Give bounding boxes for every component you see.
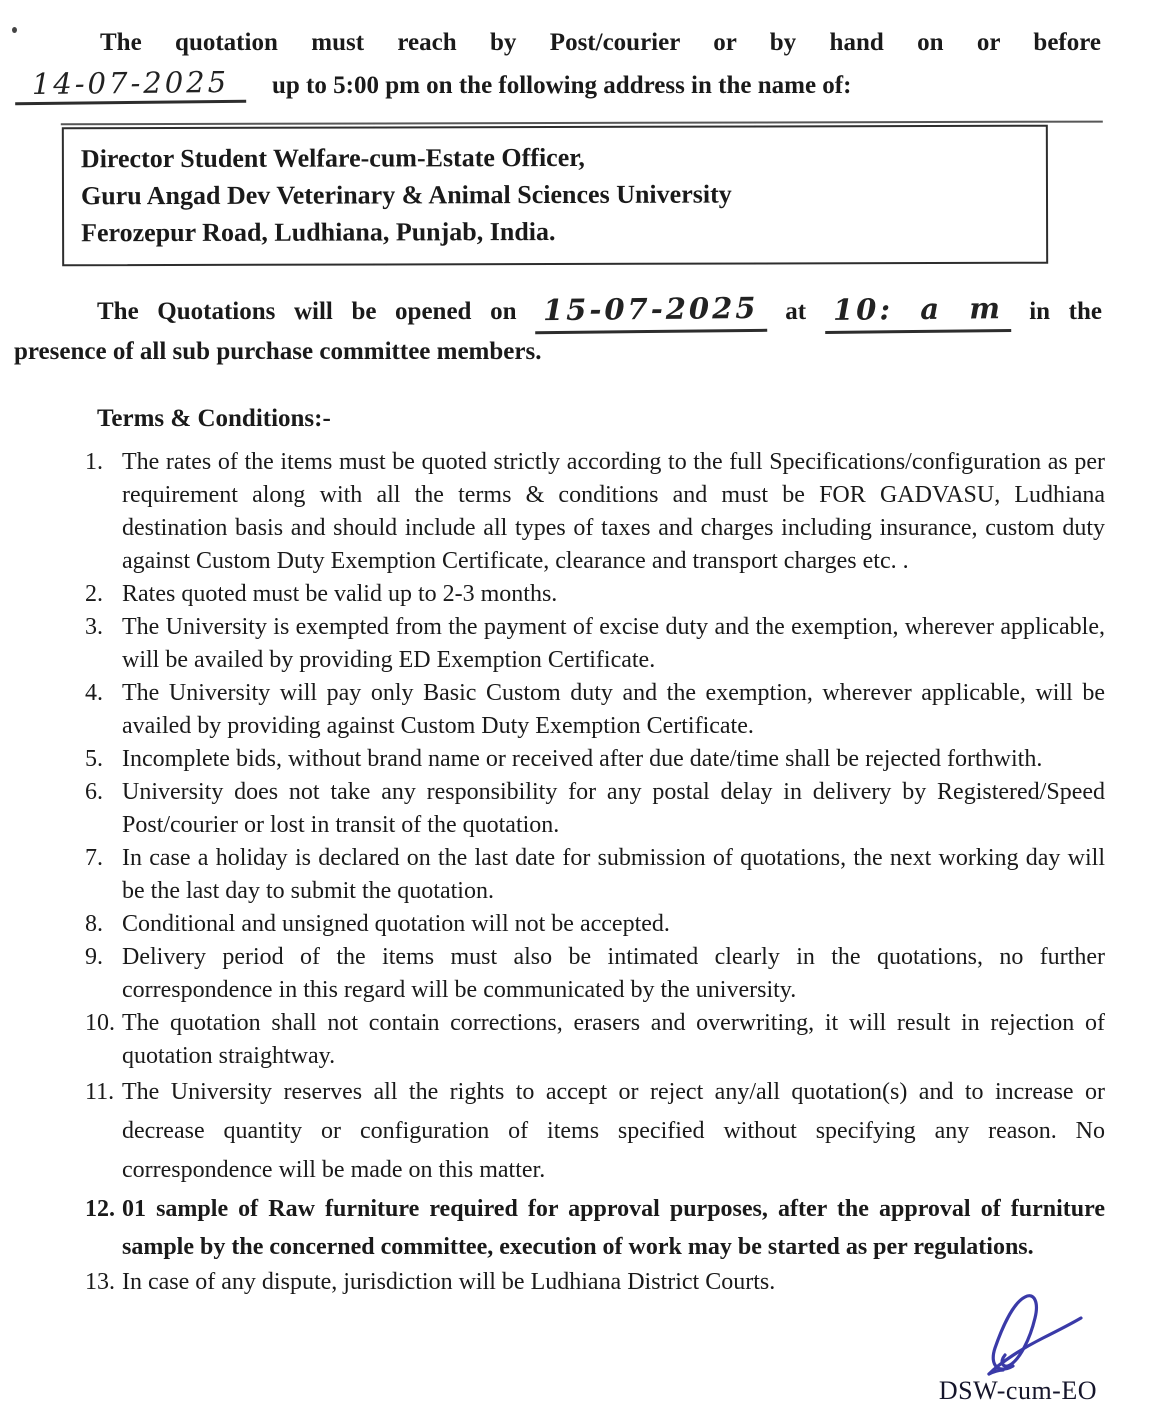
intro-line-2-text: up to 5:00 pm on the following address in the name of:	[272, 72, 852, 99]
term-number: 8.	[85, 911, 103, 937]
handwritten-submission-date: 14-07-2025	[15, 65, 246, 105]
signature-ink-icon	[967, 1290, 1097, 1382]
term-item-10	[85, 1007, 1105, 1073]
term-text: In case a holiday is declared on the last date for submission of quotations, the next working day will be the last day to submit the quotation.	[122, 845, 1105, 904]
term-text: Delivery period of the items must also be intimated clearly in the quotations, no further correspondence in this regard will be communicated by the university.	[122, 944, 1105, 1003]
term-text: The University reserves all the rights to accept or reject any/all quotation(s) and to increase or decrease quantity or configuration of items specified without specifying any reason. No correspondence will be made on this matter.	[122, 1079, 1105, 1183]
opening-prefix: The Quotations will be opened on	[97, 298, 517, 325]
term-number: 9.	[85, 944, 103, 970]
term-number: 2.	[85, 581, 103, 607]
term-number: 1.	[85, 449, 103, 475]
term-text: 01 sample of Raw furniture required for approval purposes, after the approval of furniture sample by the concerned committee, execution of work may be started as per regulations.	[122, 1196, 1105, 1260]
term-text: The quotation shall not contain corrections, erasers and overwriting, it will result in rejection of quotation straightway.	[122, 1010, 1105, 1069]
term-number: 11.	[85, 1079, 115, 1105]
term-number: 7.	[85, 845, 103, 871]
signature-label: DSW-cum-EO	[938, 1376, 1097, 1405]
term-item-6	[85, 776, 1105, 842]
opening-line-1-end: in the	[1029, 298, 1103, 325]
address-box	[62, 125, 1048, 267]
intro-paragraph	[15, 26, 1101, 104]
term-text: The University will pay only Basic Custom duty and the exemption, wherever applicable, will be availed by providing against Custom Duty Exemption Certificate.	[122, 680, 1105, 739]
term-item-5	[85, 743, 1105, 776]
term-number: 6.	[85, 779, 103, 805]
term-item-9	[85, 941, 1105, 1007]
opening-line-2: presence of all sub purchase committee members.	[14, 338, 542, 365]
term-item-11	[85, 1073, 1105, 1190]
handwritten-opening-date: 15-07-2025	[535, 288, 767, 334]
term-text: Incomplete bids, without brand name or received after due date/time shall be rejected forthwith.	[122, 746, 1043, 772]
scan-speck	[12, 27, 17, 33]
term-number: 5.	[85, 746, 103, 772]
intro-line-2	[15, 66, 1101, 104]
handwritten-opening-time: 10: a m	[824, 288, 1010, 334]
term-number: 12.	[85, 1196, 115, 1222]
term-number: 10.	[85, 1010, 115, 1036]
intro-line-1: The quotation must reach by Post/courier or by hand on or before	[100, 29, 1101, 56]
term-text: University does not take any responsibility for any postal delay in delivery by Registered/Speed Post/courier or lost in transit of the quotation.	[122, 779, 1105, 838]
term-text: Conditional and unsigned quotation will not be accepted.	[122, 911, 670, 937]
term-item-8	[85, 908, 1105, 941]
terms-heading: Terms & Conditions:-	[97, 405, 331, 432]
term-item-2	[85, 578, 1105, 611]
term-item-7	[85, 842, 1105, 908]
address-line-city: Ferozepur Road, Ludhiana, Punjab, India.	[81, 216, 556, 248]
term-text: The University is exempted from the payment of excise duty and the exemption, wherever applicable, will be availed by providing ED Exemption Certificate.	[122, 614, 1105, 673]
term-number: 4.	[85, 680, 103, 706]
term-text: Rates quoted must be valid up to 2-3 months.	[122, 581, 558, 607]
term-item-1	[85, 446, 1105, 578]
term-item-12	[85, 1190, 1105, 1266]
terms-list	[85, 446, 1105, 1299]
term-text: In case of any dispute, jurisdiction will be Ludhiana District Courts.	[122, 1269, 776, 1295]
term-number: 3.	[85, 614, 103, 640]
opening-line-1	[14, 289, 1102, 333]
address-line-university: Guru Angad Dev Veterinary & Animal Sciences University	[80, 179, 732, 211]
opening-at-label: at	[785, 298, 807, 325]
term-number: 13.	[85, 1269, 115, 1295]
signature-block	[939, 1290, 1097, 1406]
term-item-3	[85, 611, 1105, 677]
address-line-officer: Director Student Welfare-cum-Estate Officer,	[80, 142, 585, 174]
term-text: The rates of the items must be quoted strictly according to the full Specifications/configuration as per requirement along with all the terms & conditions and must be FOR GADVASU, Ludhiana destination basis and should include all types of taxes and charges including insurance, custom duty against Custom Duty Exemption Certificate, clearance and transport charges etc. .	[122, 449, 1105, 574]
opening-paragraph	[14, 289, 1102, 369]
term-item-4	[85, 677, 1105, 743]
